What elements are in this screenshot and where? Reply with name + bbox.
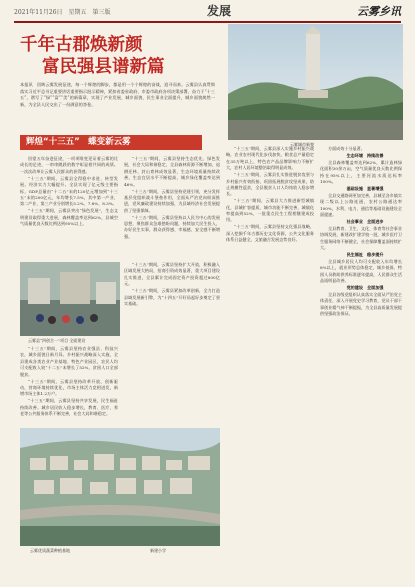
col1b-para: “十三五”期间，云雾县紧扣改革创新，全力打造县域发展新引擎，为“十四五”开好局起好步奠定了坚实基础。 — [124, 288, 220, 306]
col3-para: “十三五”期间，云雾县深入实施乡村振兴战略，农业农村现代化步伐加快，粮食总产量稳定在35万吨以上，特色农产品品牌影响力不断扩大，农村人居环境整治取得明显成效。 — [226, 146, 314, 171]
col4-subhead: 生态环境 持续改善 — [346, 152, 384, 158]
col4-subhead: 基础设施 显著增强 — [346, 185, 384, 191]
col4-subhead: 社会事业 全面进步 — [346, 218, 384, 224]
town-aerial-photo — [20, 428, 220, 546]
section-title: 发展 — [207, 4, 232, 18]
column-1b-text — [20, 346, 118, 418]
headline-line-2: 富民强县谱新篇 — [42, 57, 165, 77]
project-photo — [20, 262, 120, 336]
project-image — [20, 262, 120, 336]
caption-project: 云雾县“四创合一”项目 全面建设 — [28, 338, 86, 343]
column-2b-text — [124, 262, 220, 308]
col4-para: 方面成效十分显著。 — [328, 146, 365, 151]
col4-para: 全县城乡居民人均可支配收入年均增长8%以上，就业形势总体稳定，城乡低保、特困人员救助供养标准逐年提高，人民群众生活品质明显改善。 — [320, 258, 402, 284]
col1-para: “十三五”期间，云雾县全得稳中求进、转型发展。经济实力大幅提升。全县实现了亿元级主要指标，GDP总量由“十二五”末的120亿元增加到“十三五”末的200亿元，年均增长7.5%，其中第一产业、第二产业、第三产业分别增长5.2%、7.8%、8.3%。 — [20, 175, 118, 207]
col1-para: 回望五年奋进征途，一项项唯变见证着云雾的比成长的足迹，一串串跳跃的数字彰显着共同的成绩。一次次改革让云雾人民群众的获得感。 — [20, 156, 118, 174]
col3-para: “十三五”期间，云雾县坚持文化强县战略，深入挖掘千年古郡历史文化资源，公共文化服务体系日益健全，文旅融合发展态势良好。 — [226, 224, 314, 243]
brand-logo: 云雾乡讯 — [357, 5, 401, 18]
col3-para: “十三五”期间，云雾县大力推进新型城镇化，县城扩容提质，城市功能不断完善，城镇化率提高到52%，一批重点民生工程相继建成投用。 — [226, 198, 314, 223]
header-rule — [14, 21, 401, 23]
col4-subhead: 党的建设 全面加强 — [346, 285, 384, 291]
col2-para: “十三五”期间，云雾县坚持生态优先、绿色发展，社会大局和谐稳定，全县森林资源不断增加，退耕还林、封山育林成效显著，生态环境质量持续改善，生态宜居水平不断提高，城乡绿化覆盖率达到46%。 — [124, 156, 220, 187]
col2-para: “十三五”期间，云雾县坚持党建引领，充分发挥基层党组织战斗堡垒作用，全面从严治党向纵深推进，党风廉政建设持续加强，为县域经济社会发展提供了坚强保障。 — [124, 188, 220, 213]
col3-para: “十三五”期间，云雾县扎实推进脱贫攻坚与乡村振兴有效衔接，巩固拓展脱贫攻坚成果，防止规模性返贫，全县脱贫人口人均纯收入稳步增长。 — [226, 172, 314, 197]
column-1-text — [20, 156, 118, 228]
col4-para: 全县各级党组织认真落实全面从严治党主体责任，深入开展党史学习教育，党员干部干事创业精气神不断提振，为全县高质量发展提供坚强政治保证。 — [320, 291, 402, 317]
main-headline — [20, 34, 210, 78]
col1b-para: “十三五”期间，云雾县坚持农业强县、科技兴农，城乡面貌日新月异。乡村振兴战略深入实施，全县建成各类农业产业基地、特色产业园区，农民人均可支配收入较“十二五”末增长了52%，贫困人口全部脱贫。 — [20, 346, 118, 377]
monument-image — [228, 24, 403, 140]
lead-paragraph: 本报讯 回眸云雾发展征途，每一个辉煌的脚步，都是用一个个辉煌的奋战，追寻而来。云雾县认真贯彻落实习近平总书记重要讲话重要指示批示精神，紧扣省委省政府、市委市政府各项决策部署，奋力于“十三五”，谱写了“绿”“富”“美”的新篇章，实现了产业发展、城乡面貌、民生事业全面提升，城乡面貌焕然一新，为全县人民交出了一份满意的答卷。 — [20, 82, 215, 107]
caption-school: 新建小学 — [150, 548, 166, 553]
issue-date: 2021年11月26日 星期五 第三版 — [14, 9, 111, 16]
col1-para: “十三五”期间，云雾县突出“绿色发展”，生态文明建设取得重大进展，森林覆盖率达到62%，县城空气质量优良天数比例达到95%以上。 — [20, 208, 118, 227]
caption-farm: 云雾优质蔬菜种植基地 — [30, 548, 70, 553]
col4-subhead: 民生福祉 稳步提升 — [346, 252, 384, 257]
column-3-text — [226, 146, 314, 244]
headline-line-1: 千年古郡焕新颜 — [20, 35, 143, 55]
column-2-text — [124, 156, 220, 241]
col2-para: “十三五”期间，云雾县坚持以人民为中心的发展思想，聚焦群众急难愁盼问题，持续加大民生投入，办好民生实事，群众获得感、幸福感、安全感不断增强。 — [124, 214, 220, 239]
col4-para: 全县交通路网更加完善，县城至各乡镇实现二级以上公路连通，农村公路通达率100%，水利、电力、通信等基础设施建设全面提速。 — [320, 192, 402, 218]
col1b-para: “十三五”期间，云雾县坚持共享发展，民生福祉持续改善。城乡居民收入稳步增长，教育、医疗、养老等公共服务体系不断完善，社会大局和谐稳定。 — [20, 398, 118, 417]
town-image — [20, 428, 220, 546]
col4-para: 全县教育、卫生、文化、体育等社会事业协调发展，新建改扩建学校一批，城乡医疗卫生服务网络不断健全，社会保障覆盖面持续扩大。 — [320, 225, 402, 251]
col4-para: 全县森林覆盖率达到62%，累计造林绿化面积30余万亩，空气质量优良天数比例保持在95%以上，主要河流水质达标率100%。 — [320, 159, 402, 185]
caption-city: 云雾城市新貌 — [290, 142, 314, 147]
monument-photo — [228, 24, 403, 140]
col2-para: “十三五”期间，云雾县坚持扩大开放，积极融入区域发展大格局，招商引资成效显著，重大项目建设扎实推进，全县累计完成固定资产投资超过800亿元。 — [124, 262, 220, 287]
col1b-para: “十三五”期间，云雾县坚持改革开放，创新驱动，营商环境持续优化，市场主体活力竞相迸发，新增市场主体1.2万户。 — [20, 378, 118, 397]
column-4-text — [320, 146, 402, 318]
section-banner: 辉煌“十三五” 蝶变新云雾 — [20, 135, 202, 150]
